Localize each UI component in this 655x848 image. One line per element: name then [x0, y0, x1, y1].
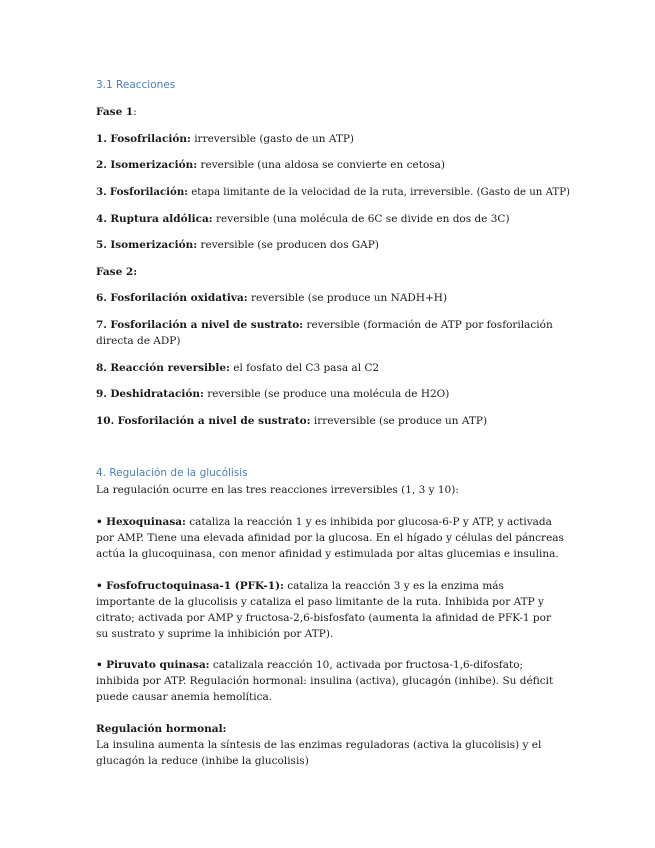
- reaction-number: 3.: [96, 186, 107, 198]
- reaction-item: [96, 317, 553, 333]
- hormonal-regulation-title: Regulación hormonal:: [96, 723, 227, 735]
- reaction-item: [96, 360, 379, 376]
- reaction-desc: etapa limitante de la velocidad de la ruta, irreversible. (Gasto de un ATP): [191, 187, 571, 198]
- reaction-number: 5.: [96, 239, 107, 251]
- enzyme-text: cataliza la reacción 1 y es inhibida por glucosa-6-P y ATP, y activada por AMP. Tiene una elevada afinidad por la glucosa. En el hígado y células del páncreas actúa la glucoquinasa, con menor afinidad y estimulada por altas glucemias e insulina.: [96, 516, 564, 560]
- reaction-desc: irreversible (se produce un ATP): [313, 415, 488, 427]
- reaction-number: 8.: [96, 362, 107, 374]
- reaction-name: Isomerización:: [110, 239, 198, 251]
- reaction-desc: irreversible (gasto de un ATP): [194, 133, 354, 145]
- reaction-item: [96, 290, 447, 306]
- reaction-name: Fosforilación a nivel de sustrato:: [110, 319, 304, 331]
- phase-2-title: Fase 2:: [96, 266, 138, 278]
- reaction-number: 7.: [96, 319, 107, 331]
- reaction-name: Fosforilación a nivel de sustrato:: [117, 415, 311, 427]
- enzyme-name: Hexoquinasa:: [106, 516, 186, 528]
- reaction-desc: reversible (se produce un NADH+H): [250, 292, 448, 304]
- reaction-name: Isomerización:: [110, 159, 198, 171]
- reaction-item: [96, 413, 487, 429]
- phase-1-title: Fase 1: [96, 106, 134, 118]
- reaction-item: [96, 157, 445, 173]
- enzyme-text: cataliza la reacción 3 y es la enzima más importante de la glucolisis y cataliza el paso limitante de la ruta. Inhibida por ATP y citrato; activada por AMP y fructosa-2,6-bisfosfato (aumenta la afinidad de PFK-1 por su sustrato y suprime la inhibición por ATP).: [96, 580, 551, 640]
- reaction-name: Fosforilación:: [109, 186, 189, 198]
- enzyme-name: Piruvato quinasa:: [106, 659, 210, 671]
- reaction-name: Fosforilación oxidativa:: [110, 292, 248, 304]
- reaction-number: 4.: [96, 213, 107, 225]
- hormonal-regulation-text: La insulina aumenta la síntesis de las enzimas reguladoras (activa la glucolisis) y el glucagón la reduce (inhibe la glucolisis): [96, 739, 542, 767]
- enzyme-paragraph-hexoquinasa: [96, 514, 566, 562]
- section-heading-reacciones: 3.1 Reacciones: [96, 79, 176, 91]
- reaction-item: [96, 184, 570, 201]
- reaction-name: Ruptura aldólica:: [110, 213, 213, 225]
- reaction-desc: el fosfato del C3 pasa al C2: [233, 362, 380, 374]
- reaction-item: [96, 131, 354, 147]
- enzyme-name: Fosfofructoquinasa-1 (PFK-1):: [106, 580, 284, 592]
- enzyme-text: catalizala reacción 10, activada por fructosa-1,6-difosfato; inhibida por ATP. Regulación hormonal: insulina (activa), glucagón (inhibe). Su déficit puede causar anemia hemolítica.: [96, 659, 554, 703]
- reaction-item: [96, 211, 510, 227]
- bullet: •: [96, 659, 103, 671]
- reaction-desc: reversible (una molécula de 6C se divide en dos de 3C): [216, 213, 510, 225]
- bullet: •: [96, 580, 103, 592]
- phase-1-colon: :: [133, 106, 137, 118]
- reaction-name: Reacción reversible:: [110, 362, 230, 374]
- reaction-number: 1.: [96, 133, 107, 145]
- phase-2-label: [96, 264, 137, 280]
- reaction-name: Fosofrilación:: [110, 133, 191, 145]
- section-heading-regulacion: 4. Regulación de la glucólisis: [96, 467, 248, 479]
- phase-1-label: [96, 104, 137, 120]
- reaction-item: [96, 237, 379, 253]
- reaction-desc: reversible (se producen dos GAP): [200, 239, 379, 251]
- reaction-desc: reversible (formación de ATP por fosforilación: [306, 319, 553, 331]
- reaction-number: 10.: [96, 415, 115, 427]
- reaction-desc: reversible (una aldosa se convierte en cetosa): [200, 159, 446, 171]
- reaction-number: 9.: [96, 388, 107, 400]
- enzyme-paragraph-pfk1: [96, 578, 566, 642]
- reaction-desc: reversible (se produce una molécula de H2O): [207, 388, 450, 400]
- bullet: •: [96, 516, 103, 528]
- enzyme-paragraph-piruvato-quinasa: [96, 657, 566, 705]
- reaction-item: [96, 386, 449, 402]
- reaction-number: 6.: [96, 292, 107, 304]
- reaction-number: 2.: [96, 159, 107, 171]
- regulation-intro: La regulación ocurre en las tres reacciones irreversibles (1, 3 y 10):: [96, 484, 459, 496]
- reaction-desc-continued: directa de ADP): [96, 335, 181, 347]
- reaction-name: Deshidratación:: [110, 388, 204, 400]
